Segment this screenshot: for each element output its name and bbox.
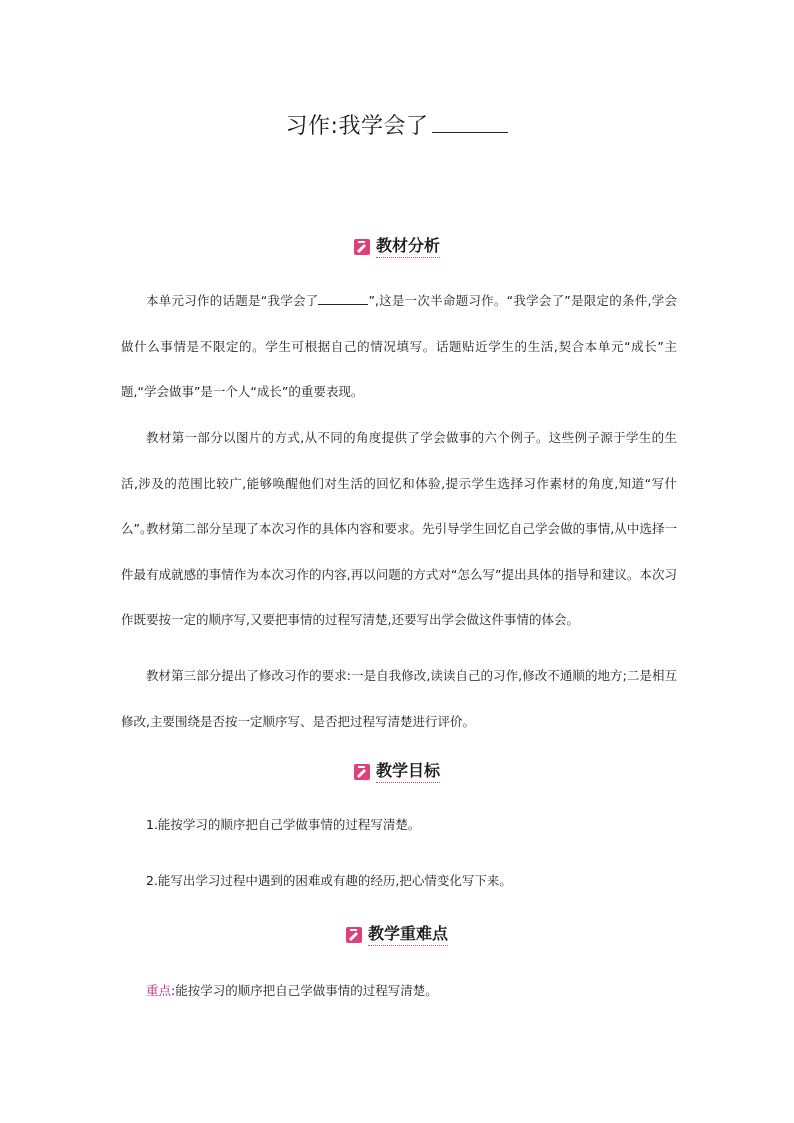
goal-item-2: 2.能写出学习过程中遇到的困难或有趣的经历,把心情变化写下来。: [146, 873, 512, 888]
section-heading-label: 教材分析: [376, 236, 440, 258]
pink-pen-icon: [346, 927, 362, 943]
section-heading-goals: [0, 761, 794, 785]
section-heading-keypoints: [0, 924, 794, 948]
analysis-paragraph-2: 教材第一部分以图片的方式,从不同的角度提供了学会做事的六个例子。这些例子源于学生的生活,涉及的范围比较广,能够唤醒他们对生活的回忆和体验,提示学生选择习作素材的角度,知道“写什么”。: [121, 430, 677, 536]
analysis-paragraph-4: 教材第三部分提出了修改习作的要求:一是自我修改,读读自己的习作,修改不通顺的地方;二是相互修改,主要围绕是否按一定顺序写、是否把过程写清楚进行评价。: [121, 668, 677, 729]
keypoint-text: :能按学习的顺序把自己学做事情的过程写清楚。: [171, 983, 438, 998]
page-title-text: 习作:我学会了: [285, 114, 429, 139]
analysis-p1-text-b: ”,这是一次半命题习作。“我学会了”是限定的条件,学会做什么事情是不限定的。学生可根据自己的情况填写。话题贴近学生的生活,契合本单元“成长”主题,“学会做事”是一个人“成长”的重要表现。: [121, 293, 677, 399]
pink-pen-icon: [354, 764, 370, 780]
goal-item-1: 1.能按学习的顺序把自己学做事情的过程写清楚。: [146, 817, 421, 832]
section-heading-label: 教学目标: [376, 761, 440, 783]
title-blank-line: [432, 112, 508, 133]
section-heading-label: 教学重难点: [368, 924, 448, 946]
section-heading-analysis: [0, 236, 794, 260]
pink-pen-icon: [354, 239, 370, 255]
page-title: [0, 112, 794, 142]
fill-in-blank: [318, 292, 368, 305]
keypoint-label: 重点: [146, 983, 172, 998]
analysis-p1-text-a: 本单元习作的话题是“我学会了: [146, 293, 319, 308]
analysis-paragraph-3: 教材第二部分呈现了本次习作的具体内容和要求。先引导学生回忆自己学会做的事情,从中选择一件最有成就感的事情作为本次习作的内容,再以问题的方式对“怎么写”提出具体的指导和建议。本次习作既要按一定的顺序写,又要把事情的过程写清楚,还要写出学会做这件事情的体会。: [121, 521, 677, 627]
keypoint-item: [121, 968, 677, 1014]
analysis-paragraph-1: [121, 278, 677, 415]
